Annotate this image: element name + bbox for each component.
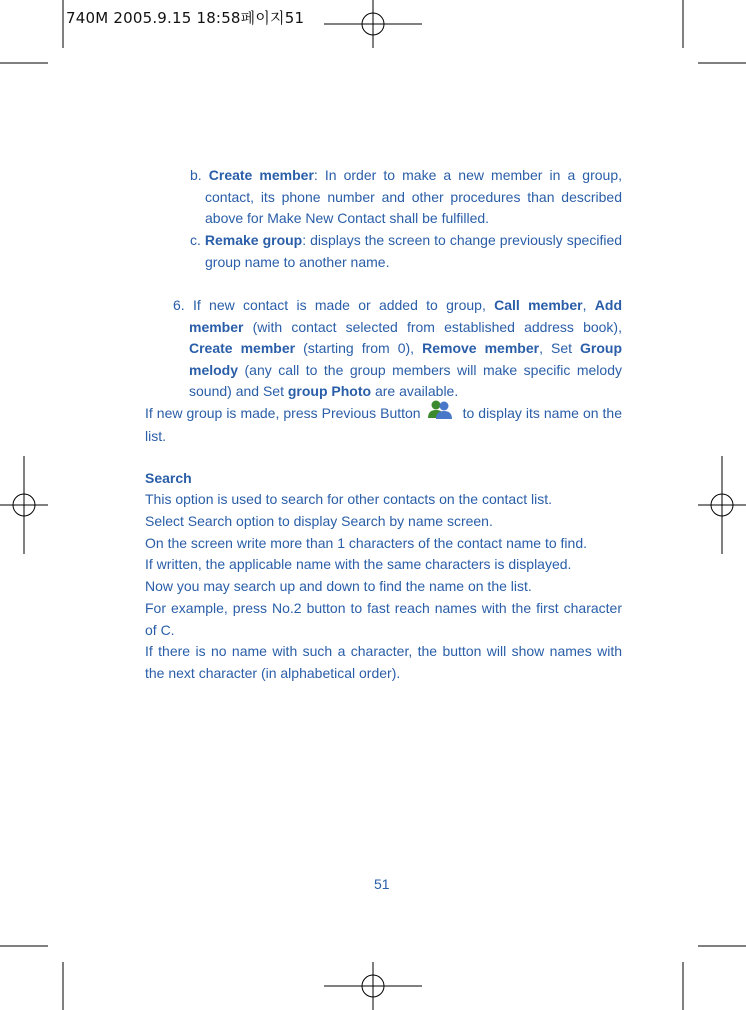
term-create-member: Create member: [189, 340, 296, 357]
term-remove-member: Remove member: [422, 340, 540, 357]
item-b-prefix: b.: [190, 167, 202, 183]
search-line-1: This option is used to search for other contacts on the contact list.: [145, 491, 552, 507]
new-group-text-before: If new group is made, press Previous Button: [145, 405, 421, 421]
new-group-text-after: to display its name on the list.: [145, 405, 622, 444]
item-6-group-options: [173, 295, 622, 403]
item-b-term: Create member: [208, 167, 314, 183]
item-6-text-5: (any call to the group members will make specific melody sound) and Set: [189, 361, 622, 400]
search-line-7: If there is no name with such a character, the button will show names with the next character (in alphabetical order).: [145, 643, 622, 681]
item-6-text-1: If new contact is made or added to group,: [192, 297, 495, 313]
search-heading: Search: [145, 470, 192, 486]
page-number: 51: [374, 876, 390, 892]
new-group-note: [145, 403, 622, 447]
print-header-slug: 740M 2005.9.15 18:58페이지51: [66, 9, 305, 27]
item-b-text: : In order to make a new member in a group, contact, its phone number and other procedures than described above for Make New Contact shall be fulfilled.: [205, 167, 622, 227]
item-6-text-6: are available.: [371, 383, 459, 400]
search-line-4: If written, the applicable name with the same characters is displayed.: [145, 556, 572, 572]
item-6-text-2: (with contact selected from established address book),: [243, 318, 622, 335]
item-c-remake-group: [190, 230, 622, 273]
item-6-prefix: 6.: [173, 297, 185, 313]
search-line-6: For example, press No.2 button to fast reach names with the first character of C.: [145, 600, 622, 638]
term-group-melody: Group melody: [189, 340, 623, 378]
item-6-text-4: , Set: [539, 340, 581, 357]
item-c-text: : displays the screen to change previously specified group name to another name.: [205, 232, 623, 270]
term-add-member: Add member: [189, 297, 622, 335]
group-contacts-icon: [425, 399, 455, 426]
item-b-create-member: [190, 165, 622, 230]
term-call-member: Call member: [494, 297, 583, 313]
item-c-prefix: c.: [190, 232, 201, 248]
item-6-sep: ,: [582, 297, 595, 313]
search-line-5: Now you may search up and down to find the name on the list.: [145, 578, 532, 594]
item-6-text-3: (starting from 0),: [295, 340, 423, 357]
search-line-3: On the screen write more than 1 characters of the contact name to find.: [145, 535, 588, 551]
term-group-photo: group Photo: [287, 383, 372, 400]
item-c-term: Remake group: [204, 232, 303, 248]
search-line-2: Select Search option to display Search by name screen.: [145, 513, 493, 529]
